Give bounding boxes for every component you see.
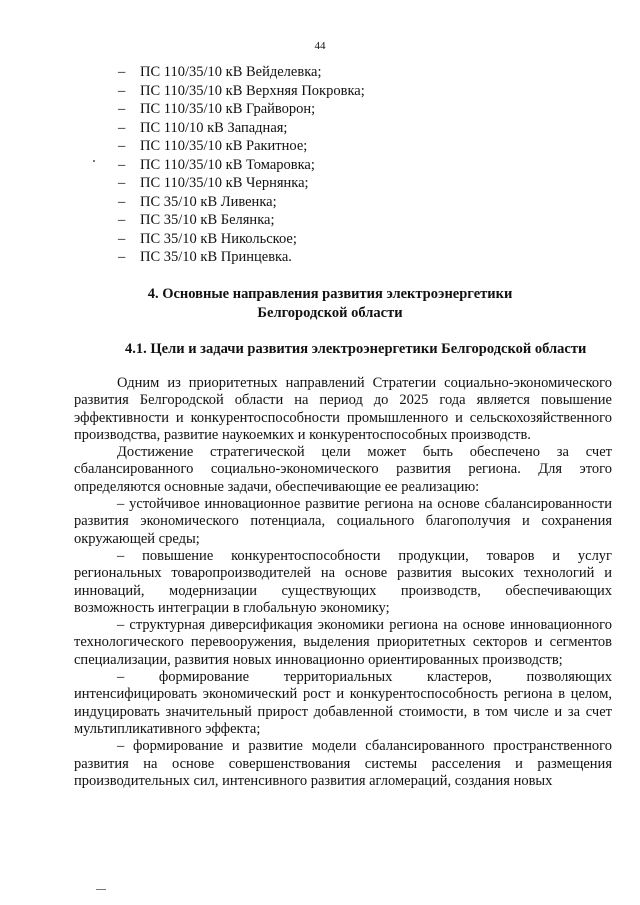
paragraph: – устойчивое инновационное развитие региона на основе сбалансированности развития экономического потенциала, социального благополучия и сохранения окружающей среды; [74, 496, 612, 547]
page-number: 44 [314, 40, 326, 52]
list-item-text: ПС 110/35/10 кВ Чернянка; [140, 175, 309, 191]
list-item [118, 63, 365, 82]
list-item [118, 193, 365, 212]
list-dash: – [118, 230, 126, 247]
list-item-text: ПС 110/35/10 кВ Вейделевка; [140, 64, 322, 80]
subsection-heading: 4.1. Цели и задачи развития электроэнергетики Белгородской области [125, 341, 587, 357]
list-dash: – [118, 101, 126, 117]
list-dash: – [118, 82, 126, 99]
list-item [118, 174, 365, 193]
list-dash: – [118, 249, 126, 265]
list-item [118, 156, 365, 175]
list-item-text: ПС 110/10 кВ Западная; [140, 119, 288, 136]
list-item [118, 82, 365, 101]
list-item [118, 119, 365, 138]
list-item [118, 137, 365, 156]
list-item-text: ПС 110/35/10 кВ Грайворон; [140, 101, 316, 117]
paragraph: – формирование и развитие модели сбалансированного пространственного развития на основе совершенствования системы расселения и размещения производительных сил, интенсивного развития агломераций, создания новых [74, 738, 612, 789]
list-dash: – [118, 212, 126, 228]
paragraph: – повышение конкурентоспособности продукции, товаров и услуг региональных товаропроизводителей на основе развития высоких технологий и инноваций, модернизации существующих производств, обеспечивающих возможность интеграции в глобальную экономику; [74, 547, 612, 616]
list-item-text: ПС 110/35/10 кВ Ракитное; [140, 138, 308, 154]
list-item-text: ПС 110/35/10 кВ Верхняя Покровка; [140, 82, 365, 99]
section-heading [70, 285, 590, 323]
list-item-text: ПС 35/10 кВ Никольское; [140, 230, 297, 247]
body-text [74, 375, 612, 790]
list-item [118, 100, 365, 119]
paragraph: – структурная диверсификация экономики региона на основе инновационного технологического перевооружения, выделения приоритетных секторов и сегментов специализации, развития новых инновационно ориентированных производств; [74, 617, 612, 668]
list-dash: – [118, 64, 126, 80]
paragraph: Достижение стратегической цели может быть обеспечено за счет сбалансированного социально-экономического развития региона. Для этого определяются основные задачи, обеспечивающие ее реализацию: [74, 444, 612, 495]
list-item [118, 248, 365, 267]
list-item [118, 230, 365, 249]
list-dash: – [118, 193, 126, 210]
list-item [118, 211, 365, 230]
list-dash: – [118, 119, 126, 136]
scan-speck [93, 160, 95, 162]
substation-list [118, 63, 365, 267]
list-dash: – [118, 138, 126, 154]
paragraph: Одним из приоритетных направлений Стратегии социально-экономического развития Белгородской области на период до 2025 года является повышение эффективности и конкурентоспособности промышленного и сельскохозяйственного производства, развитие наукоемких и конкурентоспособных производств. [74, 375, 612, 443]
section-heading-line-1: 4. Основные направления развития электроэнергетики [147, 286, 513, 302]
list-item-text: ПС 35/10 кВ Белянка; [140, 212, 275, 228]
list-item-text: ПС 35/10 кВ Ливенка; [140, 193, 277, 210]
list-item-text: ПС 35/10 кВ Принцевка. [140, 249, 292, 265]
scan-speck [96, 889, 106, 890]
paragraph: – формирование территориальных кластеров, позволяющих интенсифицировать экономический рост и конкурентоспособность региона в целом, индуцировать значительный прирост добавленной стоимости, в том числе и за счет мультипликативного эффекта; [74, 669, 612, 737]
section-heading-line-2: Белгородской области [257, 305, 403, 321]
list-item-text: ПС 110/35/10 кВ Томаровка; [140, 156, 315, 173]
list-dash: – [118, 156, 126, 173]
list-dash: – [118, 175, 126, 191]
